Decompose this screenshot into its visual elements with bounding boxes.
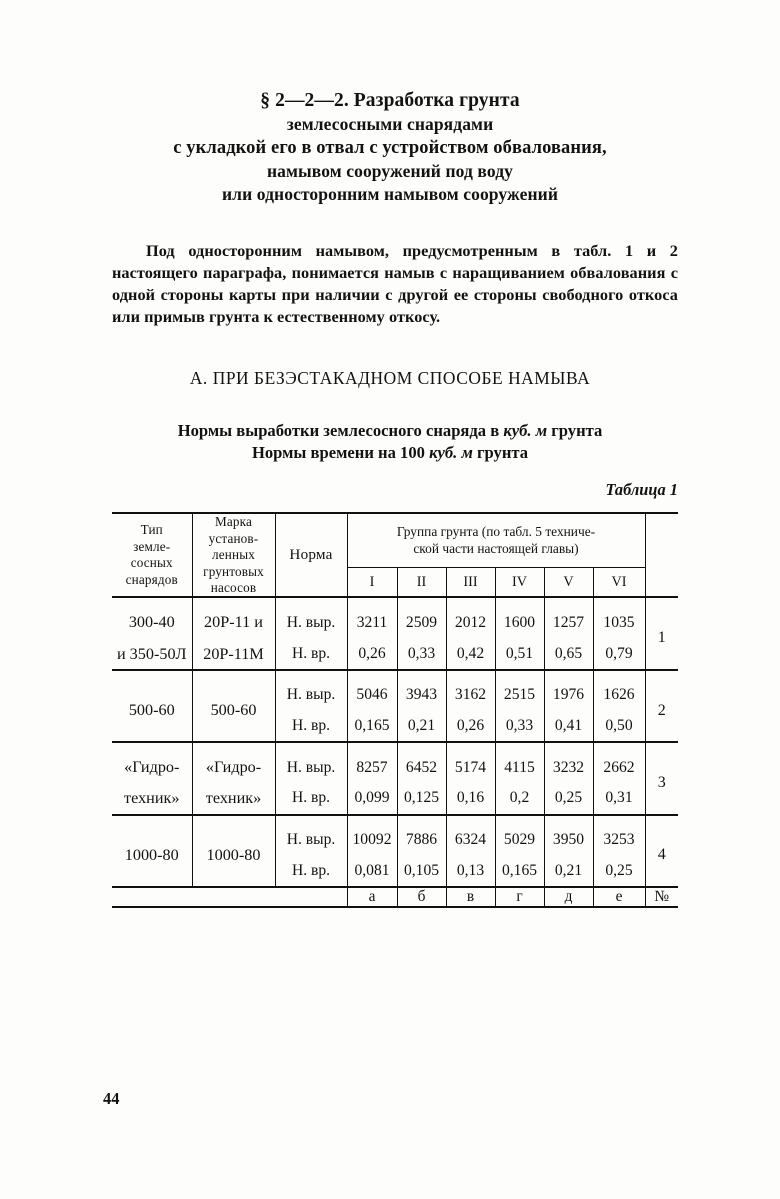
spacer-cell (192, 597, 275, 607)
title-line-5: или односторонним намывом сооружений (221, 183, 559, 204)
row-4-output-iii: 6324 (454, 831, 487, 849)
header-pump-line-1: Марка (215, 514, 252, 529)
spacer-cell (593, 670, 645, 680)
row-3-norm-label-time: Н. вр. (291, 789, 331, 807)
caption-line-2-part-b: грунта (472, 442, 529, 462)
row-4-time-iv: 0,165 (501, 861, 538, 879)
footer-letter-b: б (397, 887, 446, 907)
row-3-time-ii: 0,125 (403, 789, 440, 807)
row-3-time-iii: 0,16 (456, 789, 485, 807)
header-roman-iii: III (446, 568, 495, 597)
footer-letter-e: е (593, 887, 645, 907)
row-3-norm-label-output: Н. выр. (286, 758, 336, 776)
spacer-cell (347, 597, 397, 607)
spacer-cell (544, 670, 593, 680)
caption-line-1-part-b: грунта (547, 421, 603, 440)
row-3-output-ii: 6452 (405, 758, 438, 776)
table-row (112, 680, 678, 741)
footer-blank-type (112, 887, 192, 907)
row-2-group-ii (397, 680, 446, 741)
intro-paragraph: Под односторонним намывом, предусмотренным в табл. 1 и 2 настоящего параграфа, понимается намыв с наращиванием обвалования с одной стороны карты при наличии с другой ее стороны свободного откоса или примыв грунта к естественному откосу. (112, 241, 678, 327)
row-4-group-iii (446, 825, 495, 886)
row-1-group-iv (495, 607, 544, 671)
spacer-cell (347, 815, 397, 825)
spacer-cell (397, 597, 446, 607)
title-line-2: землесосными снарядами (286, 114, 494, 135)
row-1-output-i: 3211 (356, 614, 388, 632)
row-4-group-v (544, 825, 593, 886)
spacer-cell (112, 670, 192, 680)
header-roman-i: I (347, 568, 397, 597)
row-2-type-line-1: 500-60 (128, 701, 175, 720)
row-2-output-vi: 1626 (603, 686, 635, 704)
row-1-norm-label-output: Н. выр. (286, 614, 336, 632)
row-4-group-ii (397, 825, 446, 886)
spacer-cell (112, 597, 192, 607)
row-2-group-iv (495, 680, 544, 741)
spacer-cell (495, 742, 544, 752)
footer-letter-d: д (544, 887, 593, 907)
spacer-cell (192, 670, 275, 680)
row-1-time-vi: 0,79 (605, 644, 633, 662)
row-3-group-i (347, 752, 397, 816)
row-2-group-iii (446, 680, 495, 741)
row-3-type-line-2: техник» (124, 789, 180, 808)
row-4-time-v: 0,21 (554, 861, 583, 879)
page-number: 44 (103, 1089, 120, 1108)
spacer-cell (593, 742, 645, 752)
row-2-pump-line-1: 500-60 (210, 701, 257, 720)
header-pump-line-3: ленных (212, 547, 255, 563)
row-4-norm-label-time: Н. вр. (291, 861, 331, 879)
header-pump-line-2: установ- (208, 530, 259, 546)
caption-line-1-unit: куб. м (503, 421, 548, 440)
row-1-group-vi (593, 607, 645, 671)
row-2-output-i: 5046 (356, 686, 388, 704)
spacer-cell (645, 597, 678, 607)
spacer-cell (275, 815, 347, 825)
row-2-group-i (347, 680, 397, 741)
table-row (112, 752, 678, 816)
row-1-index: 1 (657, 629, 666, 647)
row-4-time-vi: 0,25 (605, 861, 633, 879)
spacer-cell (645, 742, 678, 752)
row-2-norm-labels (275, 680, 347, 741)
spacer-cell (593, 597, 645, 607)
table-row (112, 825, 678, 886)
row-1-output-v: 1257 (552, 614, 585, 632)
table-header-row-main (112, 513, 678, 568)
row-1-pump-line-2: 20Р-11М (203, 644, 264, 663)
header-cell-soil-group-span (347, 513, 645, 568)
table-row (112, 607, 678, 671)
caption-line-2 (70, 442, 710, 464)
row-1-output-iii: 2012 (454, 614, 487, 632)
row-3-time-v: 0,25 (554, 789, 583, 807)
row-3-output-i: 8257 (356, 758, 388, 776)
row-4-norm-labels (275, 825, 347, 886)
spacer-cell (275, 742, 347, 752)
row-3-group-vi (593, 752, 645, 816)
row-3-group-iii (446, 752, 495, 816)
row-2-norm-label-time: Н. вр. (291, 717, 331, 735)
caption-line-1-part-a: Нормы выработки землесосного снаряда в (177, 421, 504, 440)
row-2-output-iii: 3162 (454, 686, 487, 704)
footer-blank-pump (192, 887, 275, 907)
header-type-line-2: земле- (133, 538, 171, 554)
table-row-spacer (112, 815, 678, 825)
row-1-norm-labels (275, 607, 347, 671)
row-3-type (112, 752, 192, 816)
spacer-cell (544, 597, 593, 607)
table-row-spacer (112, 742, 678, 752)
header-soil-group-line-1: Группа грунта (по табл. 5 техниче- (396, 524, 596, 540)
row-3-group-v (544, 752, 593, 816)
row-3-type-line-1: «Гидро- (124, 757, 180, 776)
spacer-cell (275, 670, 347, 680)
row-3-group-ii (397, 752, 446, 816)
spacer-cell (347, 742, 397, 752)
header-cell-type (112, 513, 192, 597)
row-4-time-ii: 0,105 (403, 861, 440, 879)
spacer-cell (495, 815, 544, 825)
header-roman-vi: VI (593, 568, 645, 597)
title-line-1: § 2—2—2. Разработка грунта (260, 90, 520, 111)
title-line-3: с укладкой его в отвал с устройством обвалования, (173, 138, 607, 159)
spacer-cell (446, 742, 495, 752)
row-4-output-iv: 5029 (503, 831, 536, 849)
row-3-time-i: 0,099 (354, 789, 390, 807)
row-3-output-iv: 4115 (504, 758, 535, 776)
table-row-spacer (112, 670, 678, 680)
row-1-group-v (544, 607, 593, 671)
header-cell-norm: Норма (275, 513, 347, 597)
section-heading: А. ПРИ БЕЗЭСТАКАДНОМ СПОСОБЕ НАМЫВА (189, 368, 591, 388)
row-4-output-i: 10092 (352, 831, 392, 849)
row-1-output-vi: 1035 (603, 614, 635, 632)
row-2-time-iv: 0,33 (505, 717, 534, 735)
row-2-norm-label-output: Н. выр. (286, 686, 336, 704)
table-caption (70, 420, 710, 464)
header-pump-line-4: грунтовых (203, 563, 264, 579)
norms-table (112, 512, 678, 908)
caption-line-1 (70, 420, 710, 442)
row-1-time-iii: 0,42 (456, 644, 485, 662)
spacer-cell (544, 815, 593, 825)
footer-letter-v: в (446, 887, 495, 907)
row-4-group-iv (495, 825, 544, 886)
row-3-output-vi: 2662 (603, 758, 635, 776)
row-4-norm-label-output: Н. выр. (286, 831, 336, 849)
row-2-time-iii: 0,26 (456, 717, 485, 735)
row-2-time-ii: 0,21 (407, 717, 436, 735)
header-cell-pump (192, 513, 275, 597)
norms-table-wrapper (112, 512, 678, 908)
row-4-time-i: 0,081 (354, 861, 390, 879)
row-3-time-vi: 0,31 (605, 789, 633, 807)
row-1-norm-label-time: Н. вр. (291, 644, 331, 662)
row-4-output-vi: 3253 (603, 831, 635, 849)
spacer-cell (495, 670, 544, 680)
spacer-cell (544, 742, 593, 752)
row-2-index: 2 (657, 701, 666, 719)
row-1-type-line-2: и 350-50Л (116, 644, 187, 663)
row-2-group-vi (593, 680, 645, 741)
spacer-cell (446, 815, 495, 825)
row-3-norm-labels (275, 752, 347, 816)
table-footer-row (112, 887, 678, 907)
title-line-4: намывом сооружений под воду (266, 161, 514, 182)
footer-blank-norm (275, 887, 347, 907)
spacer-cell (112, 742, 192, 752)
spacer-cell (446, 597, 495, 607)
row-2-pump (192, 680, 275, 741)
row-1-group-iii (446, 607, 495, 671)
table-number-label: Таблица 1 (605, 480, 678, 499)
row-1-group-i (347, 607, 397, 671)
row-2-output-ii: 3943 (405, 686, 438, 704)
spacer-cell (645, 815, 678, 825)
row-1-output-iv: 1600 (503, 614, 536, 632)
row-1-time-iv: 0,51 (505, 644, 534, 662)
row-4-pump-line-1: 1000-80 (206, 846, 261, 864)
row-2-time-vi: 0,50 (605, 717, 633, 735)
spacer-cell (192, 815, 275, 825)
header-pump-line-5: насосов (210, 580, 257, 596)
header-soil-group-line-2: ской части настоящей главы) (413, 541, 579, 557)
row-3-pump-line-1: «Гидро- (205, 757, 262, 776)
spacer-cell (192, 742, 275, 752)
row-1-type (112, 607, 192, 671)
row-4-group-i (347, 825, 397, 886)
row-4-time-iii: 0,13 (456, 861, 485, 879)
row-2-group-v (544, 680, 593, 741)
spacer-cell (446, 670, 495, 680)
spacer-cell (645, 670, 678, 680)
header-type-line-1: Тип (140, 522, 163, 538)
row-3-output-iii: 5174 (454, 758, 487, 776)
row-3-output-v: 3232 (552, 758, 585, 776)
page-title (70, 88, 710, 206)
row-1-pump (192, 607, 275, 671)
header-roman-ii: II (397, 568, 446, 597)
row-4-type-line-1: 1000-80 (124, 846, 179, 864)
header-cell-index (645, 513, 678, 597)
spacer-cell (397, 742, 446, 752)
footer-letter-a: а (347, 887, 397, 907)
caption-line-2-unit: куб. м (429, 442, 473, 462)
row-3-pump-line-2: техник» (205, 789, 262, 808)
row-2-time-i: 0,165 (354, 717, 390, 735)
spacer-cell (495, 597, 544, 607)
row-2-time-v: 0,41 (554, 717, 583, 735)
spacer-cell (112, 815, 192, 825)
row-4-output-ii: 7886 (405, 831, 438, 849)
spacer-cell (397, 815, 446, 825)
footer-letter-g: г (495, 887, 544, 907)
row-4-type (112, 825, 192, 886)
table-row-spacer (112, 597, 678, 607)
row-3-index: 3 (657, 773, 666, 791)
header-roman-iv: IV (495, 568, 544, 597)
spacer-cell (397, 670, 446, 680)
row-1-output-ii: 2509 (405, 614, 438, 632)
spacer-cell (275, 597, 347, 607)
header-roman-v: V (544, 568, 593, 597)
row-1-type-line-1: 300-40 (128, 612, 175, 631)
row-4-pump (192, 825, 275, 886)
row-1-time-i: 0,26 (358, 644, 386, 662)
row-1-group-ii (397, 607, 446, 671)
row-1-time-ii: 0,33 (407, 644, 436, 662)
footer-index-symbol: № (645, 887, 678, 907)
header-type-line-3: сосных (130, 555, 173, 571)
row-3-pump (192, 752, 275, 816)
header-type-line-4: снарядов (125, 572, 178, 588)
spacer-cell (347, 670, 397, 680)
row-4-output-v: 3950 (552, 831, 585, 849)
row-1-pump-line-1: 20Р-11 и (204, 612, 263, 631)
row-4-group-vi (593, 825, 645, 886)
row-4-index: 4 (657, 846, 666, 864)
row-3-time-iv: 0,2 (509, 789, 530, 807)
caption-line-2-part-a: Нормы времени на 100 (251, 442, 430, 462)
row-1-time-v: 0,65 (554, 644, 583, 662)
row-2-type (112, 680, 192, 741)
row-3-group-iv (495, 752, 544, 816)
spacer-cell (593, 815, 645, 825)
row-2-output-v: 1976 (552, 686, 585, 704)
row-2-output-iv: 2515 (503, 686, 536, 704)
